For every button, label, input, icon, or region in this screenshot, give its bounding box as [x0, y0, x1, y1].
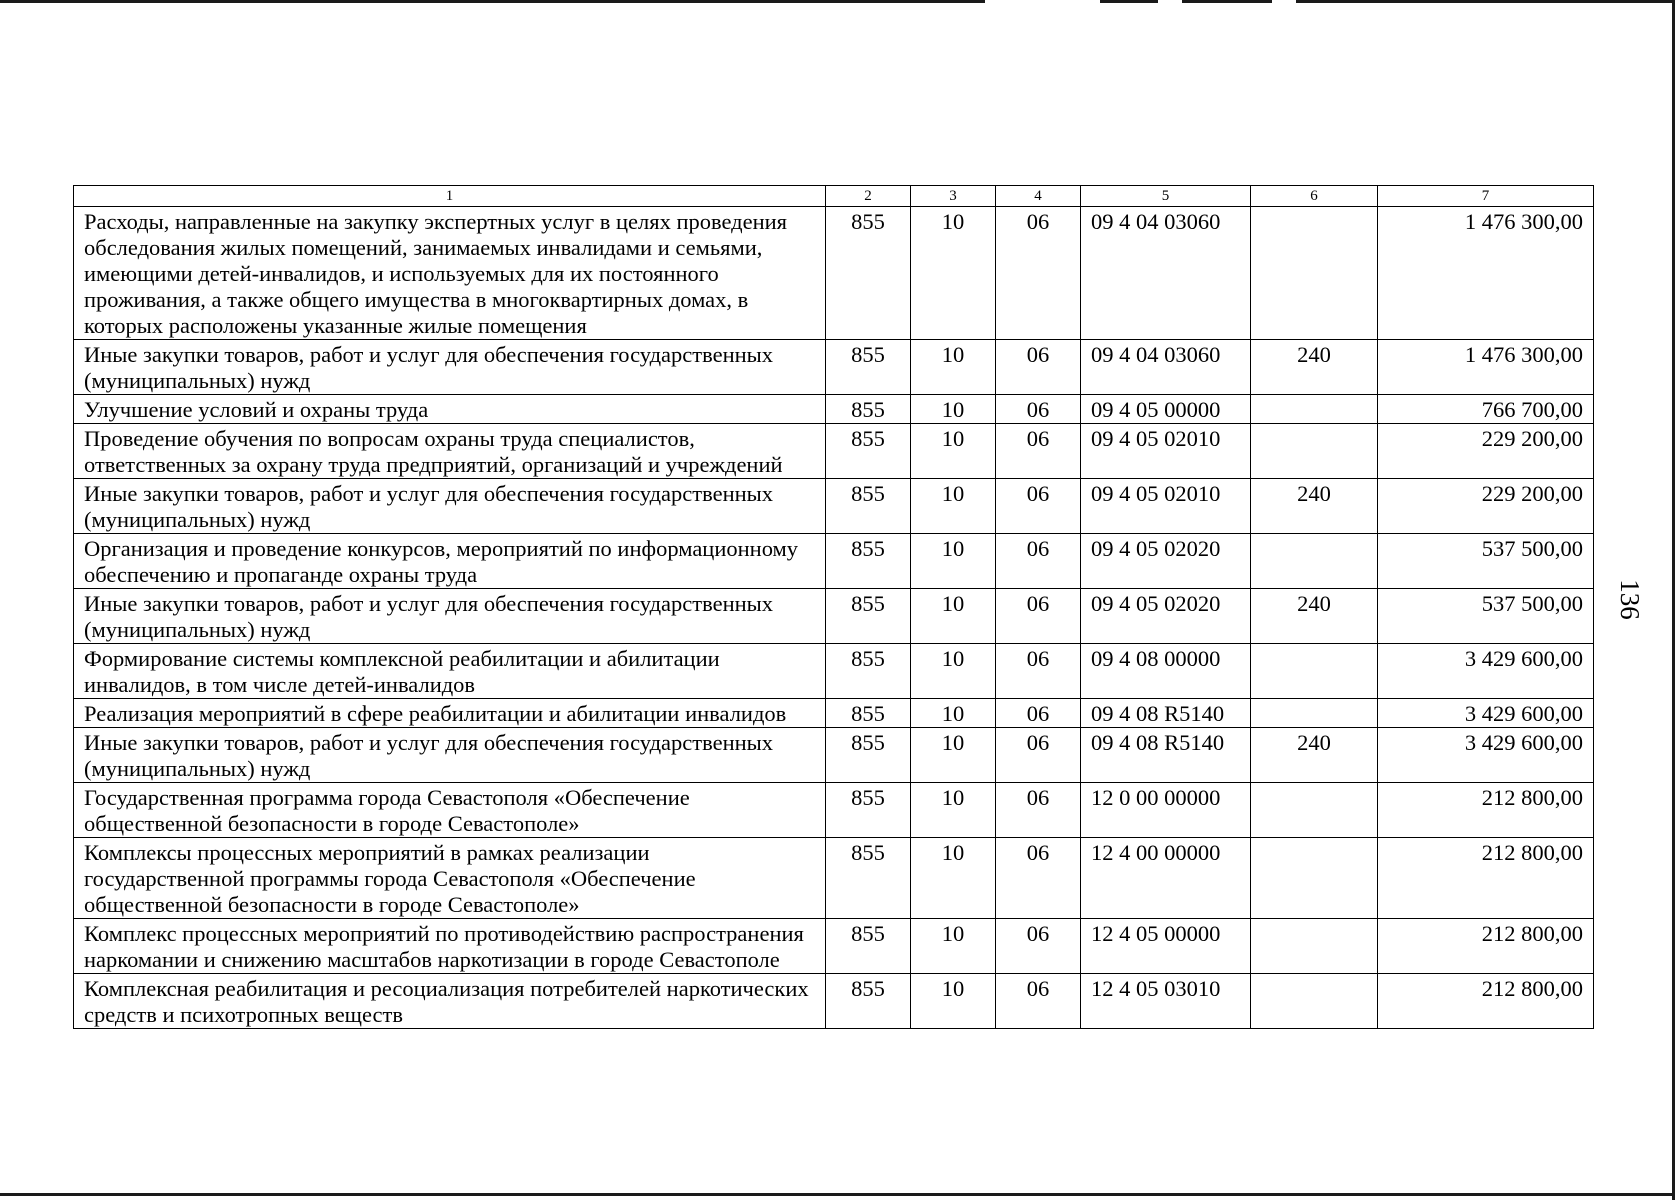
- section-code: 10: [911, 479, 996, 534]
- row-description: Иные закупки товаров, работ и услуг для обеспечения государственных (муниципальных) нужд: [74, 340, 826, 395]
- target-article-code: 09 4 08 00000: [1081, 644, 1251, 699]
- section-code: 10: [911, 340, 996, 395]
- subsection-code: 06: [996, 699, 1081, 728]
- target-article-code: 12 4 05 03010: [1081, 974, 1251, 1029]
- amount-value: 3 429 600,00: [1378, 728, 1594, 783]
- subsection-code: 06: [996, 783, 1081, 838]
- row-description: Улучшение условий и охраны труда: [74, 395, 826, 424]
- expense-type-code: [1251, 644, 1378, 699]
- amount-value: 3 429 600,00: [1378, 644, 1594, 699]
- section-code: 10: [911, 534, 996, 589]
- row-description: Организация и проведение конкурсов, мероприятий по информационному обеспечению и пропаганде охраны труда: [74, 534, 826, 589]
- section-code: 10: [911, 589, 996, 644]
- ministry-code: 855: [826, 974, 911, 1029]
- row-description: Комплекс процессных мероприятий по противодействию распространения наркомании и снижению масштабов наркотизации в городе Севастополе: [74, 919, 826, 974]
- scan-border-top: [1100, 0, 1158, 3]
- column-number: 5: [1081, 186, 1251, 207]
- target-article-code: 09 4 04 03060: [1081, 340, 1251, 395]
- column-number: 6: [1251, 186, 1378, 207]
- ministry-code: 855: [826, 207, 911, 340]
- table-row: [74, 534, 1594, 589]
- table-row: [74, 974, 1594, 1029]
- expense-type-code: [1251, 207, 1378, 340]
- scan-border-top: [0, 0, 985, 3]
- target-article-code: 09 4 08 R5140: [1081, 699, 1251, 728]
- section-code: 10: [911, 424, 996, 479]
- amount-value: 1 476 300,00: [1378, 340, 1594, 395]
- amount-value: 766 700,00: [1378, 395, 1594, 424]
- section-code: 10: [911, 728, 996, 783]
- ministry-code: 855: [826, 534, 911, 589]
- expense-type-code: [1251, 395, 1378, 424]
- ministry-code: 855: [826, 424, 911, 479]
- expense-type-code: [1251, 974, 1378, 1029]
- subsection-code: 06: [996, 479, 1081, 534]
- subsection-code: 06: [996, 534, 1081, 589]
- expense-type-code: [1251, 534, 1378, 589]
- row-description: Реализация мероприятий в сфере реабилитации и абилитации инвалидов: [74, 699, 826, 728]
- ministry-code: 855: [826, 919, 911, 974]
- table-row: [74, 479, 1594, 534]
- budget-table: [73, 185, 1594, 1029]
- section-code: 10: [911, 699, 996, 728]
- expense-type-code: 240: [1251, 340, 1378, 395]
- row-description: Комплексы процессных мероприятий в рамках реализации государственной программы города Севастополя «Обеспечение общественной безопасности в городе Севастополе»: [74, 838, 826, 919]
- target-article-code: 09 4 05 02010: [1081, 424, 1251, 479]
- table-body: [74, 207, 1594, 1029]
- amount-value: 229 200,00: [1378, 479, 1594, 534]
- row-description: Иные закупки товаров, работ и услуг для обеспечения государственных (муниципальных) нужд: [74, 589, 826, 644]
- scan-border-top: [1296, 0, 1675, 3]
- subsection-code: 06: [996, 644, 1081, 699]
- subsection-code: 06: [996, 589, 1081, 644]
- amount-value: 212 800,00: [1378, 974, 1594, 1029]
- scan-border-top: [1182, 0, 1272, 3]
- ministry-code: 855: [826, 589, 911, 644]
- row-description: Комплексная реабилитация и ресоциализация потребителей наркотических средств и психотропных веществ: [74, 974, 826, 1029]
- ministry-code: 855: [826, 340, 911, 395]
- row-description: Иные закупки товаров, работ и услуг для обеспечения государственных (муниципальных) нужд: [74, 479, 826, 534]
- scan-border-bottom: [0, 1193, 1675, 1196]
- table-row: [74, 207, 1594, 340]
- subsection-code: 06: [996, 340, 1081, 395]
- section-code: 10: [911, 919, 996, 974]
- ministry-code: 855: [826, 783, 911, 838]
- column-number: 4: [996, 186, 1081, 207]
- amount-value: 212 800,00: [1378, 919, 1594, 974]
- subsection-code: 06: [996, 919, 1081, 974]
- section-code: 10: [911, 974, 996, 1029]
- column-number: 1: [74, 186, 826, 207]
- row-description: Расходы, направленные на закупку экспертных услуг в целях проведения обследования жилых помещений, занимаемых инвалидами и семьями, имеющими детей-инвалидов, и используемых для их постоянного проживания, а также общего имущества в многоквартирных домах, в которых расположены указанные жилые помещения: [74, 207, 826, 340]
- expense-type-code: [1251, 699, 1378, 728]
- section-code: 10: [911, 838, 996, 919]
- ministry-code: 855: [826, 395, 911, 424]
- column-number: 7: [1378, 186, 1594, 207]
- table-row: [74, 340, 1594, 395]
- table-row: [74, 699, 1594, 728]
- target-article-code: 09 4 05 02010: [1081, 479, 1251, 534]
- table-row: [74, 838, 1594, 919]
- table-row: [74, 395, 1594, 424]
- table-row: [74, 644, 1594, 699]
- ministry-code: 855: [826, 699, 911, 728]
- column-number: 2: [826, 186, 911, 207]
- section-code: 10: [911, 644, 996, 699]
- target-article-code: 09 4 05 02020: [1081, 589, 1251, 644]
- subsection-code: 06: [996, 207, 1081, 340]
- section-code: 10: [911, 395, 996, 424]
- amount-value: 212 800,00: [1378, 838, 1594, 919]
- amount-value: 537 500,00: [1378, 589, 1594, 644]
- amount-value: 3 429 600,00: [1378, 699, 1594, 728]
- expense-type-code: 240: [1251, 479, 1378, 534]
- expense-type-code: 240: [1251, 589, 1378, 644]
- ministry-code: 855: [826, 728, 911, 783]
- subsection-code: 06: [996, 974, 1081, 1029]
- subsection-code: 06: [996, 838, 1081, 919]
- target-article-code: 12 0 00 00000: [1081, 783, 1251, 838]
- target-article-code: 09 4 05 00000: [1081, 395, 1251, 424]
- row-description: Проведение обучения по вопросам охраны труда специалистов, ответственных за охрану труда предприятий, организаций и учреждений: [74, 424, 826, 479]
- amount-value: 537 500,00: [1378, 534, 1594, 589]
- ministry-code: 855: [826, 644, 911, 699]
- table-row: [74, 783, 1594, 838]
- row-description: Формирование системы комплексной реабилитации и абилитации инвалидов, в том числе детей-инвалидов: [74, 644, 826, 699]
- expense-type-code: [1251, 838, 1378, 919]
- expense-type-code: [1251, 919, 1378, 974]
- section-code: 10: [911, 783, 996, 838]
- ministry-code: 855: [826, 479, 911, 534]
- target-article-code: 09 4 08 R5140: [1081, 728, 1251, 783]
- ministry-code: 855: [826, 838, 911, 919]
- target-article-code: 12 4 00 00000: [1081, 838, 1251, 919]
- page-number: 136: [1614, 579, 1645, 620]
- expense-type-code: 240: [1251, 728, 1378, 783]
- table-row: [74, 919, 1594, 974]
- table-row: [74, 589, 1594, 644]
- table-row: [74, 728, 1594, 783]
- row-description: Иные закупки товаров, работ и услуг для обеспечения государственных (муниципальных) нужд: [74, 728, 826, 783]
- expense-type-code: [1251, 424, 1378, 479]
- expense-type-code: [1251, 783, 1378, 838]
- target-article-code: 09 4 04 03060: [1081, 207, 1251, 340]
- column-number-row: [74, 186, 1594, 207]
- target-article-code: 12 4 05 00000: [1081, 919, 1251, 974]
- amount-value: 212 800,00: [1378, 783, 1594, 838]
- subsection-code: 06: [996, 728, 1081, 783]
- amount-value: 229 200,00: [1378, 424, 1594, 479]
- row-description: Государственная программа города Севастополя «Обеспечение общественной безопасности в городе Севастополе»: [74, 783, 826, 838]
- amount-value: 1 476 300,00: [1378, 207, 1594, 340]
- section-code: 10: [911, 207, 996, 340]
- subsection-code: 06: [996, 424, 1081, 479]
- table-row: [74, 424, 1594, 479]
- column-number: 3: [911, 186, 996, 207]
- subsection-code: 06: [996, 395, 1081, 424]
- target-article-code: 09 4 05 02020: [1081, 534, 1251, 589]
